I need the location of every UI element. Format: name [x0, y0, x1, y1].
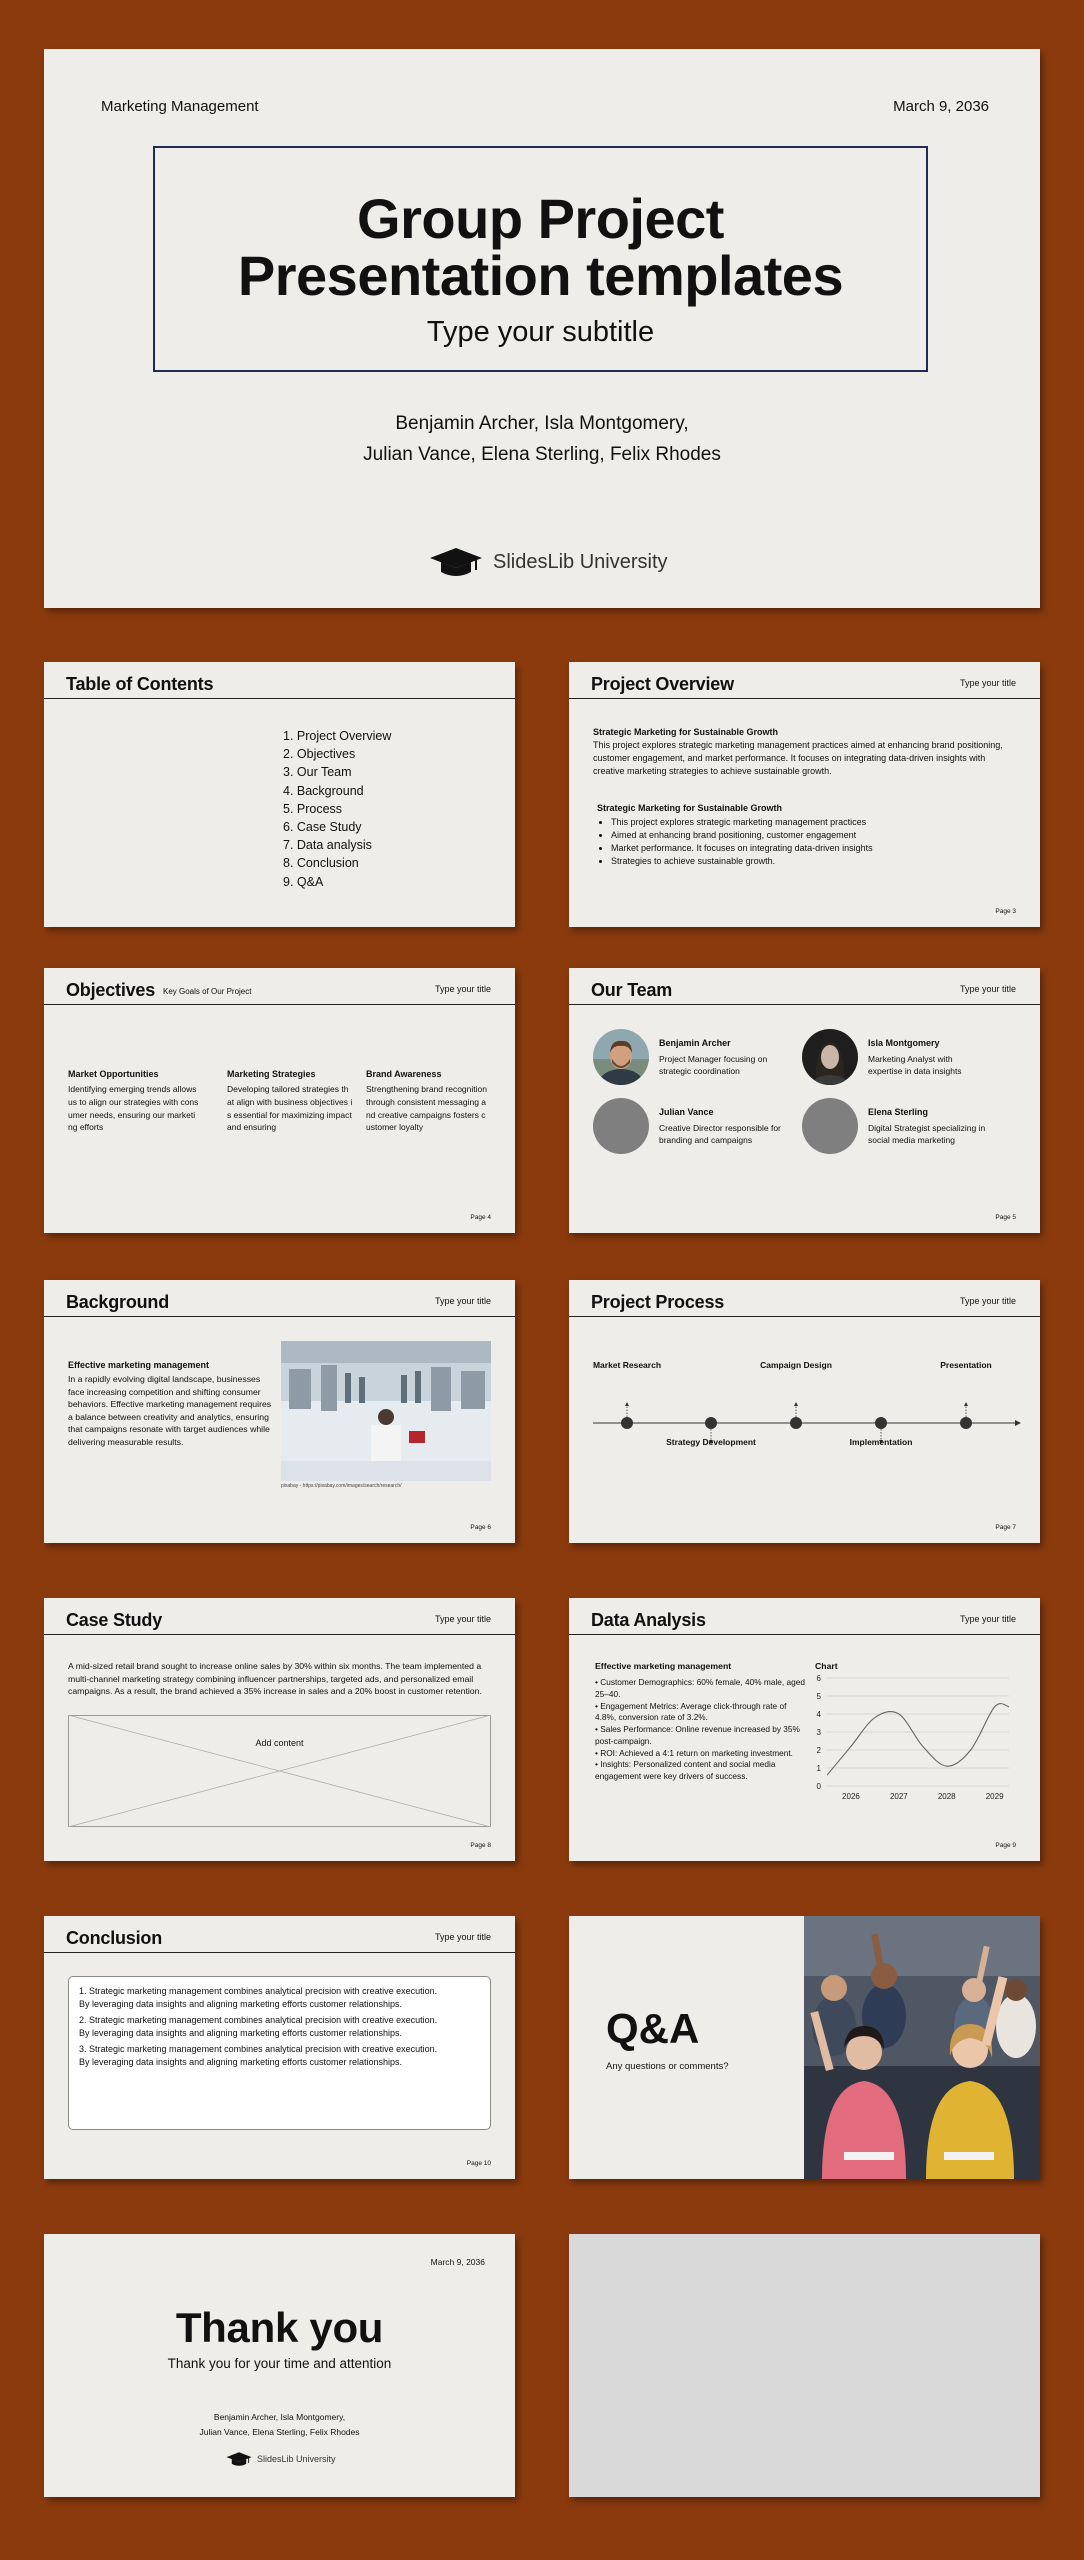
authors-line2: Julian Vance, Elena Sterling, Felix Rhodes — [199, 2427, 360, 2437]
x-tick-label: 2028 — [937, 1792, 956, 1801]
process-step-label: Campaign Design — [760, 1360, 832, 1370]
bullet-item: • Aimed at enhancing brand positioning, customer engagement — [611, 829, 1011, 842]
objective-heading: Marketing Strategies — [227, 1069, 316, 1079]
objective-column — [227, 1068, 355, 1134]
overview-slide[interactable] — [569, 662, 1040, 927]
thanks-subtitle: Thank you for your time and attention — [167, 2356, 392, 2371]
analysis-bullets — [595, 1677, 809, 1783]
conclusion-item: 1. Strategic marketing management combines analytical precision with creative execution. By leveraging data insights and aligning marketing efforts customer relationships. — [79, 1986, 438, 2010]
authors-line1: Benjamin Archer, Isla Montgomery, — [395, 413, 689, 434]
slide-date: March 9, 2036 — [430, 2257, 485, 2267]
toc-item: 5. Process — [283, 801, 343, 816]
y-tick-label: 6 — [816, 1674, 821, 1683]
background-slide[interactable] — [44, 1280, 515, 1543]
page-number: Page 3 — [995, 908, 1016, 915]
conclusion-item: 2. Strategic marketing management combines analytical precision with creative execution. By leveraging data insights and aligning marketing efforts customer relationships. — [79, 2015, 438, 2039]
university-name: SlidesLib University — [257, 2454, 336, 2464]
x-tick-label: 2026 — [842, 1792, 860, 1801]
avatar-placeholder — [593, 1098, 649, 1154]
toc-item: 2. Objectives — [283, 747, 356, 762]
bullet-item: • Market performance. It focuses on integrating data-driven insights — [611, 842, 1011, 855]
slide-tagline: Key Goals of Our Project — [163, 987, 252, 996]
thanks-title: Thank you — [175, 2304, 384, 2351]
header-subtitle: Type your title — [959, 984, 1016, 994]
toc-item: 3. Our Team — [283, 765, 352, 780]
image-caption: pixabay - https://pixabay.com/images/search/research/ — [281, 1483, 402, 1489]
page-number: Page 6 — [470, 1524, 491, 1531]
avatar-placeholder — [802, 1098, 858, 1154]
conclusion-item: 3. Strategic marketing management combines analytical precision with creative execution. By leveraging data insights and aligning marketing efforts customer relationships. — [79, 2044, 438, 2068]
case-study-slide[interactable] — [44, 1598, 515, 1861]
page-number: Page 8 — [470, 1842, 491, 1849]
overview-heading-1: Strategic Marketing for Sustainable Growth — [593, 727, 779, 737]
process-step-label: Presentation — [940, 1360, 992, 1370]
qa-subtitle: Any questions or comments? — [606, 2061, 729, 2072]
objective-heading: Brand Awareness — [366, 1069, 442, 1079]
qa-title: Q&A — [606, 2005, 700, 2052]
page-number: Page 9 — [995, 1842, 1016, 1849]
overview-paragraph: This project explores strategic marketing management practices aimed at enhancing brand positioning, customer engagement, and market performance. It focuses on integrating data-driven insights with creative marketing strategies to achieve sustainable growth. — [593, 740, 1003, 777]
laboratory-photo — [281, 1341, 491, 1481]
process-step-label: Strategy Development — [666, 1437, 756, 1447]
objective-text: Developing tailored strategies th at align with business objectives i s essential for maximizing impact and ensuring — [227, 1084, 353, 1133]
qa-slide[interactable] — [569, 1916, 1040, 2179]
process-slide[interactable] — [569, 1280, 1040, 1543]
member-name: Julian Vance — [659, 1107, 714, 1117]
slide-title: Conclusion — [66, 1928, 162, 1948]
slide-title: Project Process — [591, 1292, 725, 1312]
slide-title: Objectives — [66, 980, 156, 1000]
line-chart — [809, 1670, 1019, 1810]
objective-text: Identifying emerging trends allows us to align our strategies with cons umer needs, ensuring our marketi ng efforts — [68, 1084, 199, 1133]
bullet-dot: • — [595, 1677, 601, 1687]
member-name: Isla Montgomery — [868, 1038, 940, 1048]
objective-column — [366, 1068, 494, 1134]
header-subtitle: Type your title — [434, 984, 491, 994]
member-role: Digital Strategist specializing in social media marketing — [868, 1123, 986, 1146]
bullet-dot: • — [595, 1700, 601, 1711]
member-name: Benjamin Archer — [659, 1038, 731, 1048]
background-heading: Effective marketing management — [68, 1360, 210, 1370]
university-name: SlidesLib University — [493, 550, 668, 573]
header-subtitle: Type your title — [434, 1614, 491, 1624]
toc-slide[interactable] — [44, 662, 515, 927]
header-subtitle: Type your title — [959, 1614, 1016, 1624]
bullet-dot: • — [595, 1724, 601, 1735]
bullet-item — [595, 1759, 809, 1783]
chart-title: Chart — [815, 1661, 838, 1671]
title-slide[interactable] — [44, 49, 1040, 608]
empty-slide[interactable] — [569, 2234, 1040, 2497]
main-title-line1: Group Project — [357, 187, 724, 250]
objectives-slide[interactable] — [44, 968, 515, 1233]
slide-title: Background — [66, 1292, 170, 1312]
university-logo — [226, 2451, 336, 2467]
y-tick-label: 2 — [816, 1746, 821, 1755]
page-number: Page 10 — [466, 2160, 491, 2167]
objective-text: Strengthening brand recognition through consistent messaging a nd creative campaigns fosters c ustomer loyalty — [366, 1084, 487, 1133]
member-role: Project Manager focusing on strategic coordination — [659, 1054, 768, 1077]
objective-heading: Market Opportunities — [68, 1069, 159, 1079]
y-tick-label: 0 — [816, 1782, 821, 1791]
bullet-text: Sales Performance: Online revenue increased by 35% post-campaign. — [595, 1724, 800, 1746]
bullet-item — [595, 1724, 809, 1748]
toc-item: 4. Background — [283, 783, 364, 798]
graduation-cap-icon — [226, 2451, 252, 2467]
slide-date: March 9, 2036 — [893, 98, 989, 115]
bullet-text: Engagement Metrics: Average click-through rate of 4.8%, conversion rate of 3.2%. — [595, 1700, 787, 1723]
thank-you-slide[interactable] — [44, 2234, 515, 2497]
bullet-item — [595, 1677, 809, 1701]
overview-heading-2: Strategic Marketing for Sustainable Growth — [597, 803, 783, 813]
bullet-text: Insights: Personalized content and social media engagement were key drivers of success. — [595, 1759, 776, 1782]
header-subtitle: Type your title — [959, 1296, 1016, 1306]
bullet-dot: • — [595, 1759, 601, 1770]
member-role: Marketing Analyst with expertise in data insights — [868, 1054, 962, 1077]
y-tick-label: 3 — [816, 1728, 821, 1737]
overview-bullets — [597, 816, 1011, 868]
title-frame — [153, 146, 928, 372]
placeholder-cross — [68, 1715, 491, 1827]
process-step-label: Market Research — [592, 1360, 662, 1370]
content-placeholder[interactable] — [68, 1715, 491, 1827]
y-tick-label: 4 — [816, 1710, 821, 1719]
bullet-item: • This project explores strategic marketing management practices — [611, 816, 1011, 829]
conclusion-box — [68, 1976, 491, 2130]
header-subtitle: Type your title — [434, 1296, 491, 1306]
header-subtitle: Type your title — [959, 678, 1016, 688]
toc-item: 7. Data analysis — [283, 838, 372, 853]
slide-title: Table of Contents — [66, 674, 214, 694]
course-name: Marketing Management — [101, 98, 259, 115]
case-study-paragraph: A mid-sized retail brand sought to increase online sales by 30% within six months. The team implemented a multi-channel marketing strategy combining influencer partnerships, targeted ads, and personalized email campaigns. As a result, the brand achieved a 35% increase in sales and a 20% boost in customer retention. — [68, 1661, 482, 1697]
x-tick-label: 2027 — [889, 1792, 908, 1801]
authors-line1: Benjamin Archer, Isla Montgomery, — [213, 2412, 346, 2422]
slide-title: Our Team — [591, 980, 673, 1000]
main-subtitle: Type your subtitle — [426, 316, 655, 348]
university-logo — [429, 546, 668, 578]
bullet-dot: • — [595, 1747, 601, 1758]
toc-item: 8. Conclusion — [283, 856, 359, 871]
main-title-line2: Presentation templates — [237, 244, 844, 307]
conclusion-slide[interactable] — [44, 1916, 515, 2179]
slide-title: Case Study — [66, 1610, 163, 1630]
slide-title: Project Overview — [591, 674, 734, 694]
page-number: Page 4 — [470, 1214, 491, 1221]
bullet-item: • Strategies to achieve sustainable growth. — [611, 855, 1011, 868]
bullet-item — [595, 1748, 809, 1760]
data-analysis-slide[interactable] — [569, 1598, 1040, 1861]
slide-title: Data Analysis — [591, 1610, 706, 1630]
header-subtitle: Type your title — [434, 1932, 491, 1942]
toc-item: 1. Project Overview — [283, 729, 392, 743]
bullet-item — [595, 1701, 809, 1725]
process-step-label: Implementation — [849, 1437, 913, 1447]
analysis-heading: Effective marketing management — [595, 1661, 732, 1671]
y-tick-label: 5 — [816, 1692, 821, 1701]
objective-column — [68, 1068, 202, 1134]
avatar-photo — [593, 1029, 649, 1085]
member-role: Creative Director responsible for branding and campaigns — [659, 1123, 781, 1146]
page-number: Page 7 — [995, 1524, 1016, 1531]
toc-item: 9. Q&A — [283, 874, 324, 889]
toc-item: 6. Case Study — [283, 820, 362, 835]
students-photo — [804, 1916, 1040, 2179]
process-timeline — [569, 1360, 1040, 1480]
y-tick-label: 1 — [816, 1764, 821, 1773]
team-slide[interactable] — [569, 968, 1040, 1233]
avatar-photo — [802, 1029, 858, 1085]
authors-line2: Julian Vance, Elena Sterling, Felix Rhodes — [363, 444, 721, 465]
member-name: Elena Sterling — [868, 1107, 929, 1117]
toc-list — [283, 727, 391, 891]
background-paragraph: In a rapidly evolving digital landscape, businesses face increasing competition and shifting consumer behaviors. Effective marketing management requires a balance between creativity and analytics, ensuring that campaigns resonate with target audiences while delivering measurable results. — [68, 1374, 272, 1448]
graduation-cap-icon — [429, 546, 483, 578]
bullet-text: Customer Demographics: 60% female, 40% male, aged 25–40. — [595, 1677, 805, 1699]
x-tick-label: 2029 — [985, 1792, 1004, 1801]
page-number: Page 5 — [995, 1214, 1016, 1221]
bullet-text: ROI: Achieved a 4:1 return on marketing investment. — [600, 1747, 793, 1758]
placeholder-label: Add content — [255, 1738, 304, 1748]
